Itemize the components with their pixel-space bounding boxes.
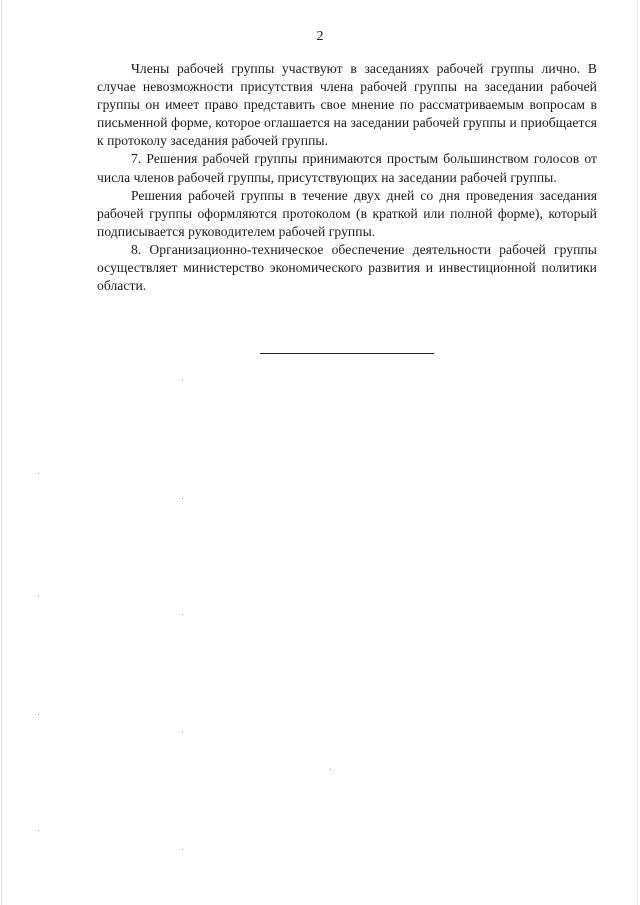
paragraph-members-attendance: Члены рабочей группы участвуют в заседаниях рабочей группы лично. В случае невозможности присутствия члена рабочей группы на заседании рабочей группы он имеет право представить свое мнение по рассматриваемым вопросам в письменной форме, которое оглашается на заседании рабочей группы и приобщается к протоколу заседания рабочей группы.	[97, 61, 597, 149]
scan-speck	[38, 473, 39, 474]
scan-speck	[182, 731, 183, 732]
scan-speck	[182, 614, 183, 615]
page-left-edge	[1, 0, 2, 905]
page-right-edge	[637, 0, 638, 905]
paragraph-organizational-support: 8. Организационно-техническое обеспечение деятельности рабочей группы осуществляет министерство экономического развития и инвестиционной политики области.	[97, 241, 597, 294]
page-number: 2	[316, 29, 324, 44]
document-body	[97, 60, 597, 295]
scan-speck	[182, 380, 183, 381]
paragraph-decisions-protocol: Решения рабочей группы в течение двух дней со дня проведения заседания рабочей группы оформляются протоколом (в краткой или полной форме), который подписывается руководителем рабочей группы.	[97, 187, 597, 239]
end-of-text-rule	[260, 353, 434, 354]
scan-speck	[182, 498, 183, 499]
scan-speck	[330, 769, 331, 770]
scan-speck	[182, 849, 183, 850]
scan-speck	[38, 830, 39, 831]
scan-speck	[38, 596, 39, 597]
scan-speck	[38, 714, 39, 715]
paragraph-decisions-majority: 7. Решения рабочей группы принимаются простым большинством голосов от числа членов рабочей группы, присутствующих на заседании рабочей группы.	[97, 151, 597, 185]
